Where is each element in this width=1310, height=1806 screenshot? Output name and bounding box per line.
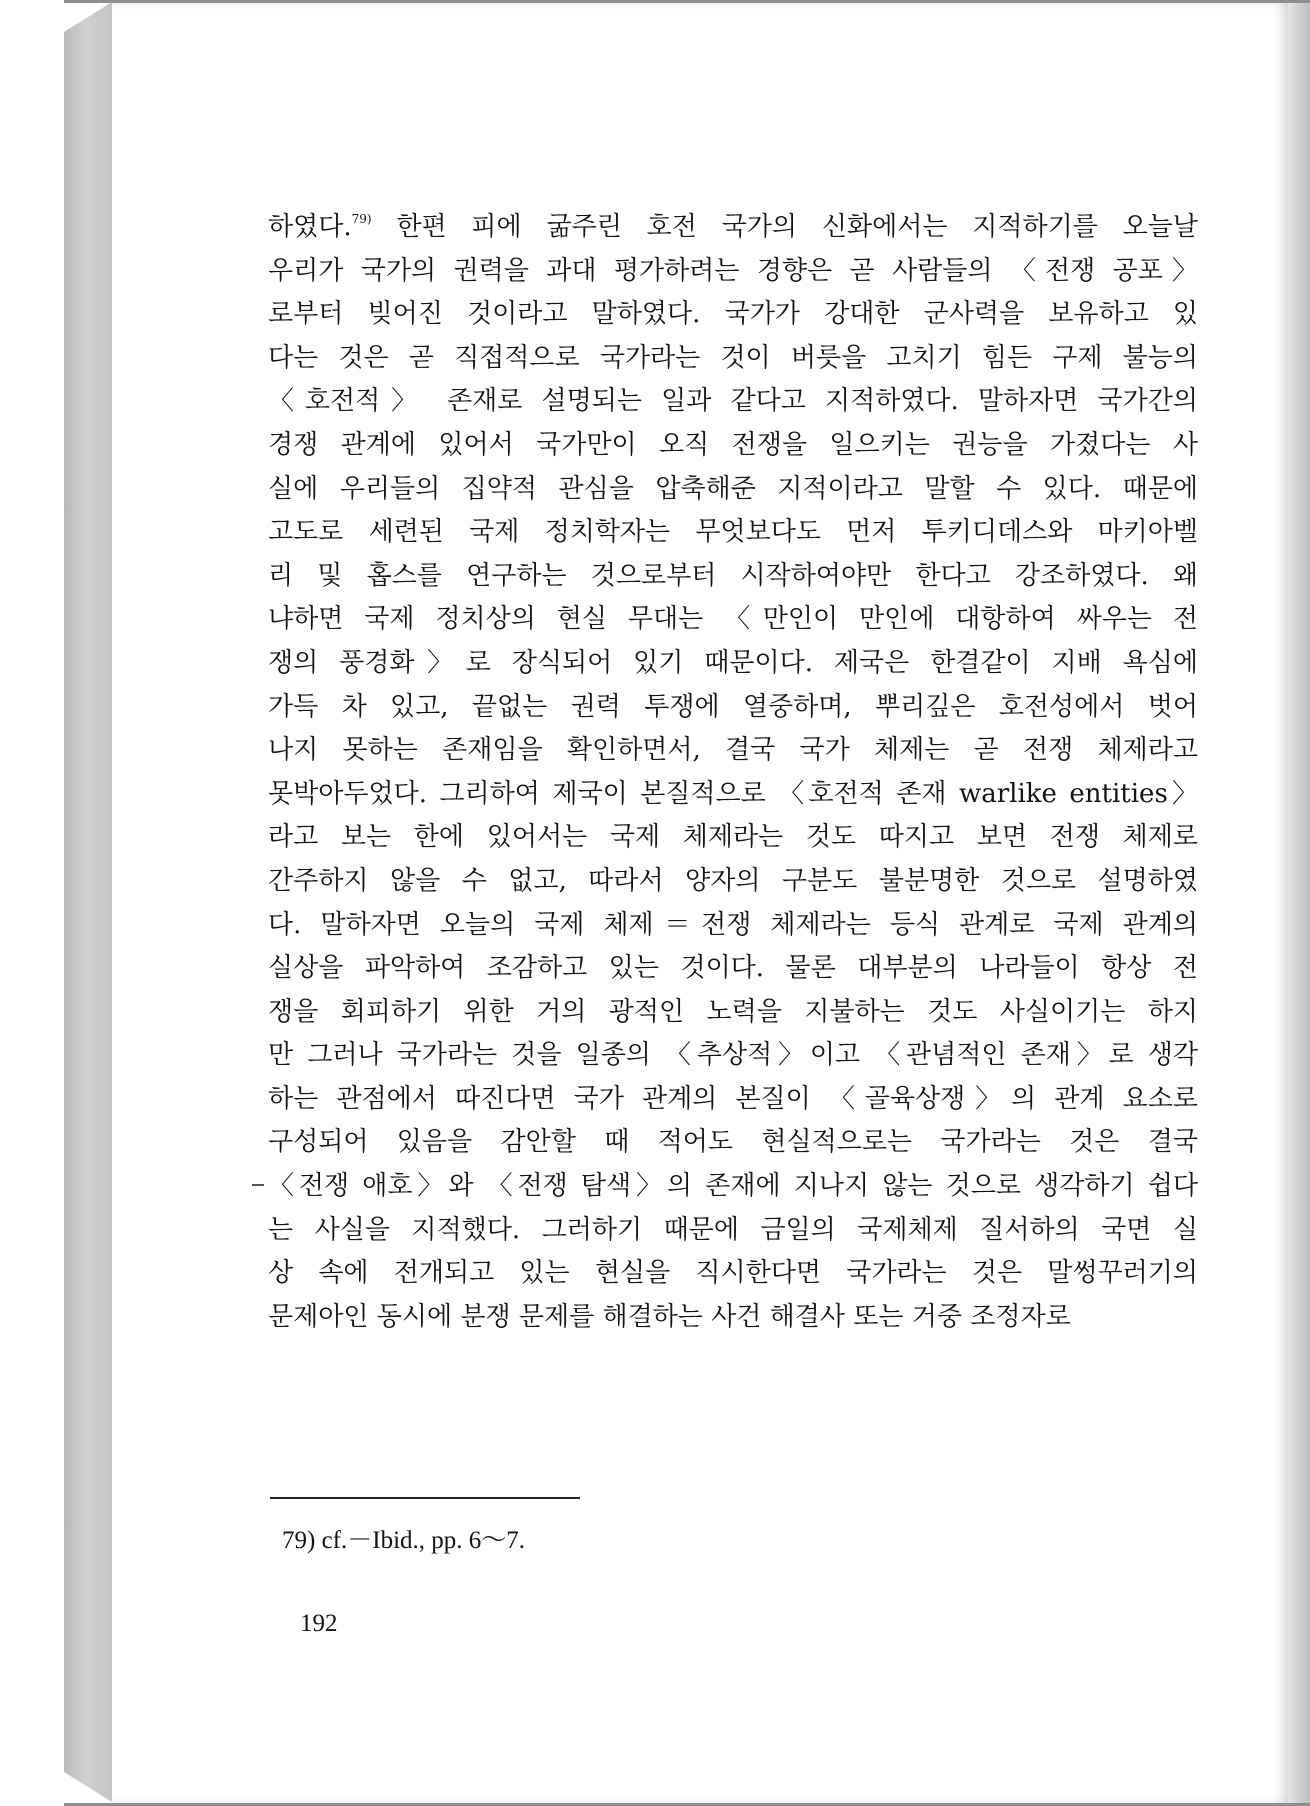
text-line: 구성되어 있음을 감안할 때 적어도 현실적으로는 국가라는 것은 결국: [268, 1127, 1198, 1158]
page-number: 192: [300, 1610, 338, 1637]
text-line: 간주하지 않을 수 없고, 따라서 양자의 구분도 불분명한 것으로 설명하였: [268, 865, 1198, 896]
text-line: 우리가 국가의 권력을 과대 평가하려는 경향은 곧 사람들의 〈전쟁 공포〉: [268, 255, 1198, 286]
text-line: 나지 못하는 존재임을 확인하면서, 결국 국가 체제는 곧 전쟁 체제라고: [268, 735, 1198, 766]
text-line: 문제아인 동시에 분쟁 문제를 해결하는 사건 해결사 또는 거중 조정자로: [268, 1301, 1071, 1332]
footnote-reference[interactable]: 79): [351, 212, 372, 226]
text-line: [268, 206, 1198, 250]
text-line: 〈호전적〉 존재로 설명되는 일과 같다고 지적하였다. 말하자면 국가간의: [268, 386, 1198, 417]
footnote: 79) cf.－Ibid., pp. 6～7.: [282, 1527, 526, 1554]
text-line: 다는 것은 곧 직접적으로 국가라는 것이 버릇을 고치기 힘든 구제 불능의: [268, 342, 1198, 373]
text-line: 상 속에 전개되고 있는 현실을 직시한다면 국가라는 것은 말썽꾸러기의: [268, 1258, 1198, 1289]
text-line: 〈전쟁 애호〉와 〈전쟁 탐색〉의 존재에 지나지 않는 것으로 생각하기 쉽다: [268, 1171, 1198, 1202]
text-line: 쟁을 회피하기 위한 거의 광적인 노력을 지불하는 것도 사실이기는 하지: [268, 996, 1198, 1027]
text-line-start: 하였다.: [268, 212, 352, 242]
text-line: 만 그러나 국가라는 것을 일종의 〈추상적〉이고 〈관념적인 존재〉로 생각: [268, 1040, 1198, 1071]
body-text: [268, 206, 1198, 1339]
text-line: 하는 관점에서 따진다면 국가 관계의 본질이 〈골육상쟁〉의 관계 요소로: [268, 1083, 1198, 1114]
text-line: 실상을 파악하여 조감하고 있는 것이다. 물론 대부분의 나라들이 항상 전: [268, 953, 1198, 984]
book-spine: [64, 2, 112, 1802]
text-line: 쟁의 풍경화〉로 장식되어 있기 때문이다. 제국은 한결같이 지배 욕심에: [268, 647, 1198, 678]
text-line: 라고 보는 한에 있어서는 국제 체제라는 것도 따지고 보면 전쟁 체제로: [268, 822, 1198, 853]
text-line: 고도로 세련된 국제 정치학자는 무엇보다도 먼저 투키디데스와 마키아벨: [268, 517, 1198, 548]
text-line: 리 및 홉스를 연구하는 것으로부터 시작하여야만 한다고 강조하였다. 왜: [268, 560, 1198, 591]
text-line: 로부터 빚어진 것이라고 말하였다. 국가가 강대한 군사력을 보유하고 있: [268, 299, 1198, 330]
text-line: 못박아두었다. 그리하여 제국이 본질적으로 〈호전적 존재 warlike entities〉: [268, 778, 1198, 809]
margin-mark: [252, 1184, 264, 1186]
text-line: 다. 말하자면 오늘의 국제 체제＝전쟁 체제라는 등식 관계로 국제 관계의: [268, 909, 1198, 940]
text-line-rest: 한편 피에 굶주린 호전 국가의 신화에서는 지적하기를 오늘날: [371, 212, 1198, 242]
footnote-divider: [270, 1497, 580, 1499]
text-line: 실에 우리들의 집약적 관심을 압축해준 지적이라고 말할 수 있다. 때문에: [268, 473, 1198, 504]
text-line: 가득 차 있고, 끝없는 권력 투쟁에 열중하며, 뿌리깊은 호전성에서 벗어: [268, 691, 1198, 722]
text-line: 는 사실을 지적했다. 그러하기 때문에 금일의 국제체제 질서하의 국면 실: [268, 1214, 1198, 1245]
text-line: 경쟁 관계에 있어서 국가만이 오직 전쟁을 일으키는 권능을 가졌다는 사: [268, 429, 1198, 460]
text-line: 냐하면 국제 정치상의 현실 무대는 〈만인이 만인에 대항하여 싸우는 전: [268, 604, 1198, 635]
page-stack-edge: [1288, 3, 1310, 1803]
